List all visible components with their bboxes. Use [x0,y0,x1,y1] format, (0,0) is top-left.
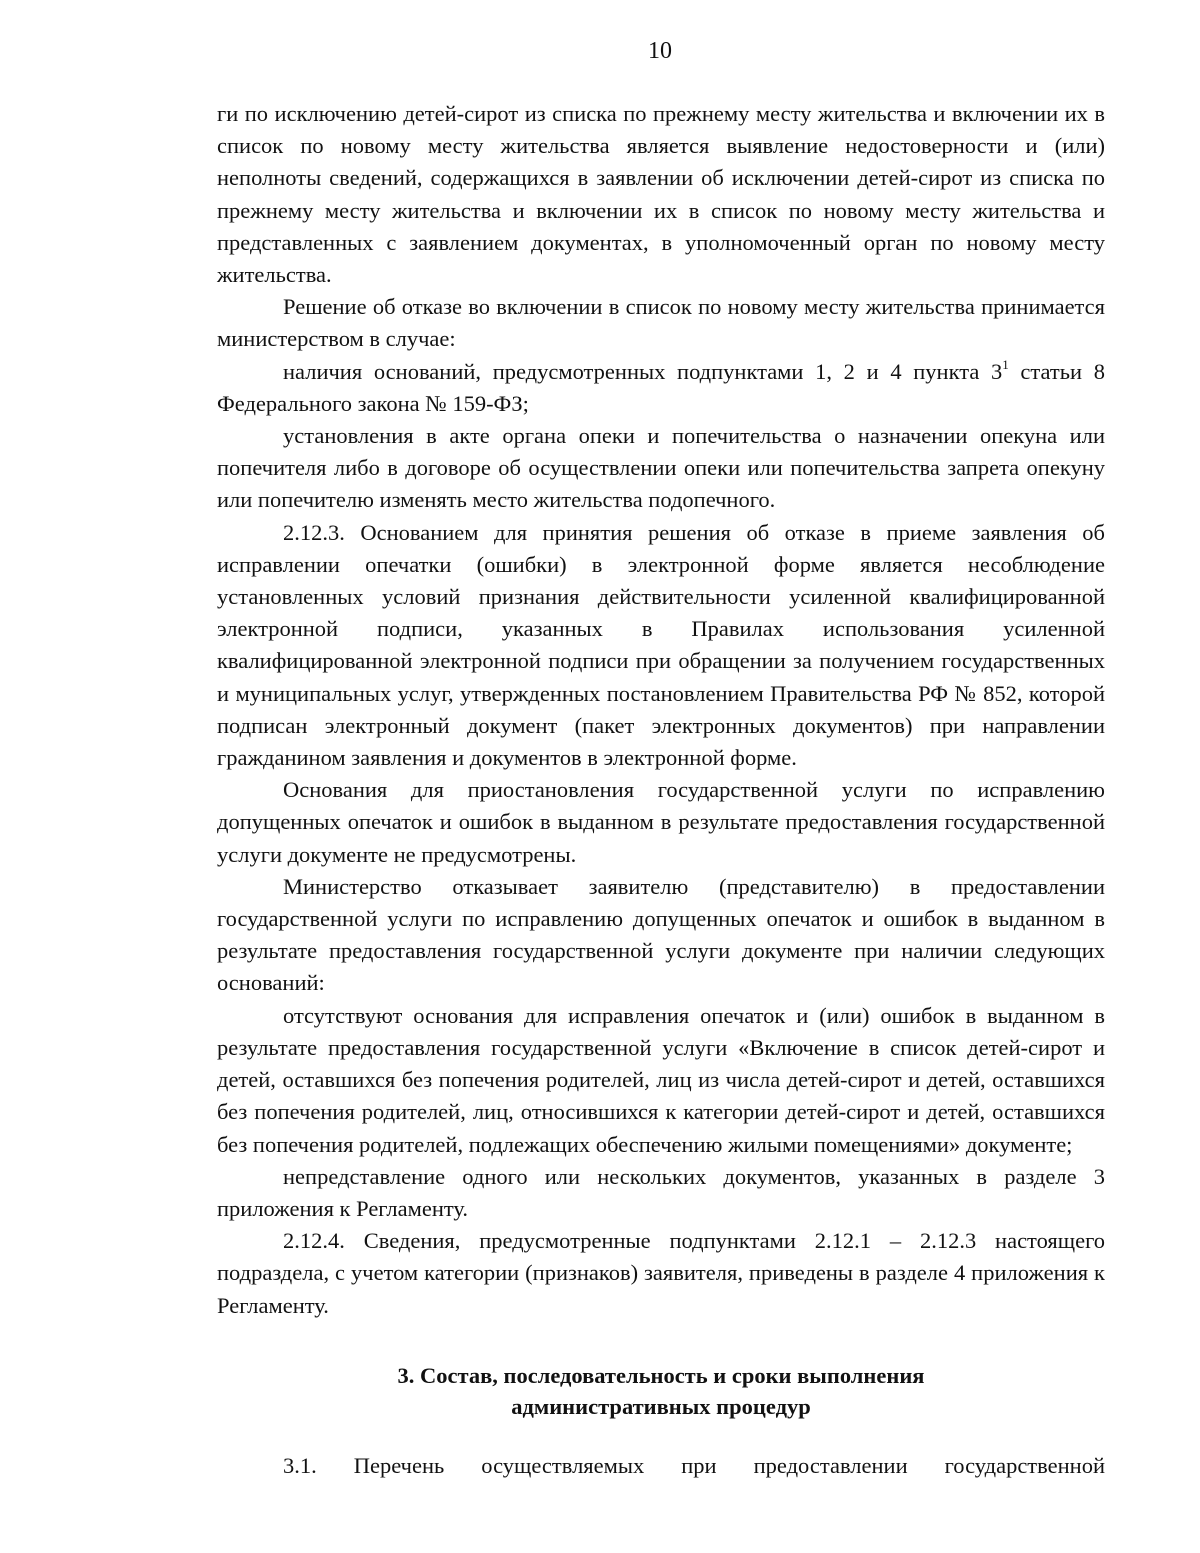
paragraph-grounds-list-item [217,356,1105,420]
superscript: 1 [1002,356,1009,372]
text-fragment: наличия оснований, предусмотренных подпунктами 1, 2 и 4 пункта 3 [283,358,1003,384]
paragraph-2-12-4: 2.12.4. Сведения, предусмотренные подпунктами 2.12.1 – 2.12.3 настоящего подраздела, с учетом категории (признаков) заявителя, приведены в разделе 4 приложения к Регламенту. [217,1228,1105,1318]
paragraph-no-grounds-item: отсутствуют основания для исправления опечаток и (или) ошибок в выданном в результате предоставления государственной услуги «Включение в список детей-сирот и детей, оставшихся без попечения родителей, лиц из числа детей-сирот и детей, оставшихся без попечения родителей, лиц, относившихся к категории детей-сирот и детей, оставшихся без попечения родителей, подлежащих обеспечению жилыми помещениями» документе; [217,1002,1105,1157]
paragraph-refusal-decision: Решение об отказе во включении в список по новому месту жительства принимается министерством в случае: [217,294,1105,352]
paragraph-continuation: ги по исключению детей-сирот из списка по прежнему месту жительства и включении их в список по новому месту жительства является выявление недостоверности и (или) неполноты сведений, содержащихся в заявлении об исключении детей-сирот из списка по прежнему месту жительства и включении их в список по новому месту жительства и представленных с заявлением документах, в уполномоченный орган по новому месту жительства. [217,101,1105,288]
document-body [217,98,1105,1482]
section-heading-line: 3. Состав, последовательность и сроки выполнения [397,1362,925,1388]
paragraph-ministry-refusal: Министерство отказывает заявителю (представителю) в предоставлении государственной услуги по исправлению допущенных опечаток и ошибок в выданном в результате предоставления государственной услуги документе при наличии следующих оснований: [217,873,1105,996]
paragraph-suspension-grounds: Основания для приостановления государственной услуги по исправлению допущенных опечаток и ошибок в выданном в результате предоставления государственной услуги документе не предусмотрены. [217,777,1105,867]
paragraph-missing-documents-item: непредставление одного или нескольких документов, указанных в разделе 3 приложения к Регламенту. [217,1163,1105,1221]
page-number: 10 [648,38,672,64]
section-heading-line: административных процедур [511,1393,811,1419]
paragraph-guardianship-item: установления в акте органа опеки и попечительства о назначении опекуна или попечителя либо в договоре об осуществлении опеки или попечительства запрета опекуну или попечителю изменять место жительства подопечного. [217,423,1105,513]
paragraph-2-12-3: 2.12.3. Основанием для принятия решения об отказе в приеме заявления об исправлении опечатки (ошибки) в электронной форме является несоблюдение установленных условий признания действительности усиленной квалифицированной электронной подписи, указанных в Правилах использования усиленной квалифицированной электронной подписи при обращении за получением государственных и муниципальных услуг, утвержденных постановлением Правительства РФ № 852, которой подписан электронный документ (пакет электронных документов) при направлении гражданином заявления и документов в электронной форме. [217,519,1105,771]
text-fragment: статьи 8 Федерального закона № 159-ФЗ; [217,358,1105,416]
section-heading [217,1360,1105,1422]
paragraph-3-1: 3.1. Перечень осуществляемых при предоставлении государственной [283,1452,1105,1478]
